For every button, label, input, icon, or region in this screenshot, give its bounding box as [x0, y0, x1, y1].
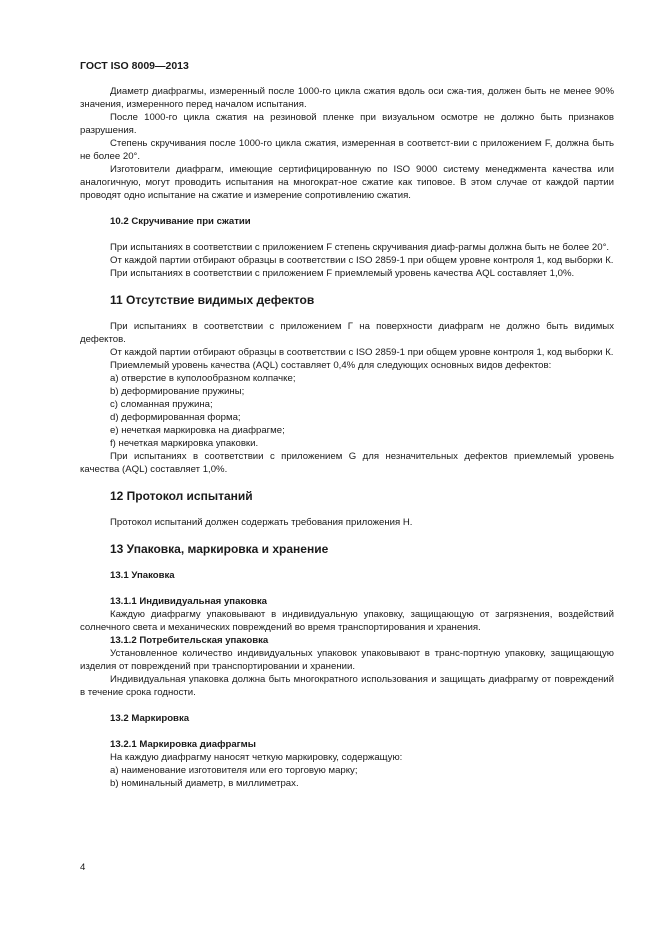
paragraph: При испытаниях в соответствии с приложением Г на поверхности диафрагм не должно быть видимых дефектов. — [80, 321, 614, 345]
subsection-heading: 13.1.1 Индивидуальная упаковка — [110, 596, 267, 607]
paragraph: Приемлемый уровень качества (AQL) составляет 0,4% для следующих основных видов дефектов: — [110, 360, 552, 371]
paragraph: Изготовители диафрагм, имеющие сертифицированную по ISO 9000 систему менеджмента качества или аналогичную, могут проводить испытания на многократ-ное сжатие как типовое. В этом случае от каждой партии проводят одно испытание на сжатие и измерение сопротивлению сжатия. — [80, 164, 614, 201]
section-11 — [80, 293, 614, 476]
list-item: a) наименование изготовителя или его торговую марку; — [110, 765, 358, 776]
section-12 — [80, 489, 614, 529]
document-page — [80, 60, 614, 790]
section-heading: 13 Упаковка, маркировка и хранение — [110, 542, 329, 556]
paragraph: На каждую диафрагму наносят четкую маркировку, содержащую: — [110, 752, 403, 763]
paragraph: Индивидуальная упаковка должна быть многократного использования и защищать диафрагму от повреждений в течение срока годности. — [80, 674, 614, 698]
section-heading: 11 Отсутствие видимых дефектов — [110, 293, 315, 307]
list-item: b) деформирование пружины; — [110, 386, 245, 397]
paragraph: При испытаниях в соответствии с приложением F приемлемый уровень качества AQL составляет 1,0%. — [110, 268, 575, 279]
subsection-heading: 13.1.2 Потребительская упаковка — [110, 635, 269, 646]
paragraph: При испытаниях в соответствии с приложением G для незначительных дефектов приемлемый уровень качества (AQL) составляет 1,0%. — [80, 451, 614, 475]
list-item: a) отверстие в куполообразном колпачке; — [110, 373, 296, 384]
paragraph: Диаметр диафрагмы, измеренный после 1000-го цикла сжатия вдоль оси сжа-тия, должен быть не менее 90% значения, измеренного перед началом испытания. — [80, 86, 614, 110]
list-item: f) нечеткая маркировка упаковки. — [110, 438, 259, 449]
paragraph: От каждой партии отбирают образцы в соответствии с ISO 2859-1 при общем уровне контроля 1, код выборки К. — [110, 255, 614, 266]
marking-list — [80, 764, 614, 790]
paragraph: Установленное количество индивидуальных упаковок упаковывают в транс-портную упаковку, защищающую изделия от повреждений при транспортировании и хранении. — [80, 648, 614, 672]
document-header: ГОСТ ISO 8009—2013 — [80, 60, 189, 72]
paragraph: От каждой партии отбирают образцы в соответствии с ISO 2859-1 при общем уровне контроля 1, код выборки К. — [110, 347, 614, 358]
subsection-heading: 13.1 Упаковка — [110, 570, 175, 581]
section-10-2 — [80, 215, 614, 280]
paragraph: После 1000-го цикла сжатия на резиновой пленке при визуальном осмотре не должно быть признаков разрушения. — [80, 112, 614, 136]
section-13 — [80, 542, 614, 790]
paragraph: При испытаниях в соответствии с приложением F степень скручивания диаф-рагмы должна быть не более 20°. — [110, 242, 610, 253]
paragraph: Каждую диафрагму упаковывают в индивидуальную упаковку, защищающую от загрязнения, воздействий солнечного света и механических повреждений во время транспортирования и хранения. — [80, 609, 614, 633]
page-number: 4 — [80, 862, 86, 873]
section-heading: 10.2 Скручивание при сжатии — [110, 216, 251, 227]
list-item: b) номинальный диаметр, в миллиметрах. — [110, 778, 299, 789]
list-item: d) деформированная форма; — [110, 412, 241, 423]
defect-list — [80, 372, 614, 450]
paragraph: Степень скручивания после 1000-го цикла сжатия, измеренная в соответст-вии с приложением F, должна быть не более 20°. — [80, 138, 614, 162]
subsection-heading: 13.2.1 Маркировка диафрагмы — [110, 739, 256, 750]
list-item: c) сломанная пружина; — [110, 399, 213, 410]
list-item: e) нечеткая маркировка на диафрагме; — [110, 425, 285, 436]
paragraph: Протокол испытаний должен содержать требования приложения H. — [110, 517, 413, 528]
section-heading: 12 Протокол испытаний — [110, 489, 253, 503]
subsection-heading: 13.2 Маркировка — [110, 713, 190, 724]
intro-section — [80, 85, 614, 202]
